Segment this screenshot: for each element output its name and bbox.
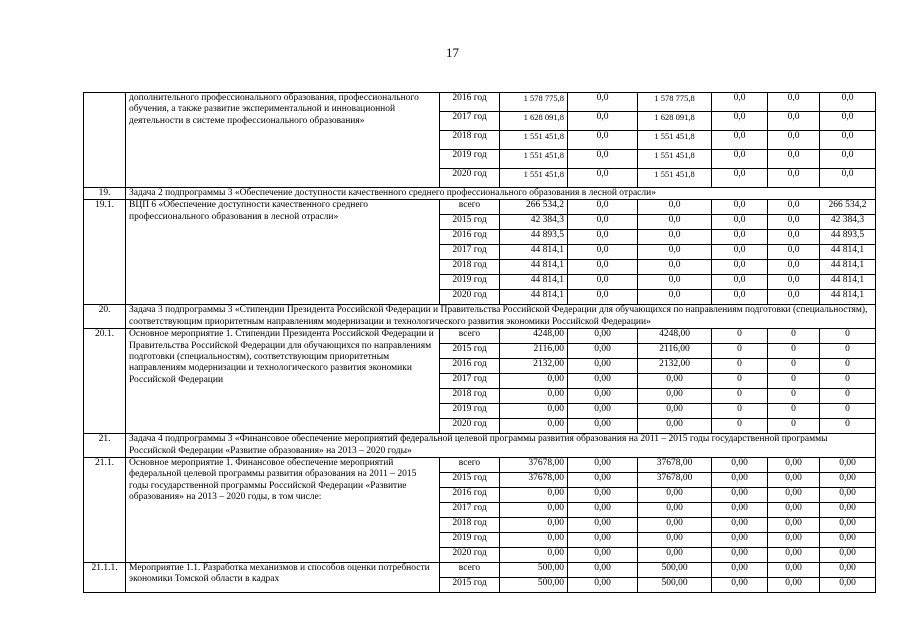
value-cell: 1 628 091,8 <box>500 112 568 131</box>
value-cell: 0,0 <box>712 93 768 112</box>
value-cell: 266 534,2 <box>820 200 876 215</box>
task-number: 20. <box>84 305 126 329</box>
value-cell: 2132,00 <box>500 359 568 374</box>
year-cell: 2018 год <box>440 517 500 532</box>
value-cell: 0,0 <box>568 275 638 290</box>
value-cell: 0,0 <box>638 275 712 290</box>
value-cell: 0,0 <box>768 215 820 230</box>
table-row <box>84 562 876 577</box>
value-cell: 0,00 <box>500 547 568 562</box>
value-cell: 44 814,1 <box>820 275 876 290</box>
budget-table <box>83 92 876 593</box>
task-title: Задача 4 подпрограммы 3 «Финансовое обеспечение мероприятий федеральной целевой программы развития образования на 2011 – 2015 годы государственной программы Российской Федерации «Развитие образования» на 2013 – 2020 годы» <box>126 434 876 458</box>
value-cell: 500,00 <box>500 577 568 592</box>
value-cell: 0,0 <box>568 245 638 260</box>
value-cell: 0,00 <box>638 547 712 562</box>
item-number: 21.1. <box>84 457 126 562</box>
year-cell: всего <box>440 329 500 344</box>
value-cell: 0,0 <box>638 215 712 230</box>
value-cell: 0,00 <box>568 577 638 592</box>
value-cell: 0,0 <box>768 93 820 112</box>
value-cell: 0,00 <box>500 532 568 547</box>
value-cell: 0,0 <box>568 169 638 188</box>
value-cell: 0 <box>820 389 876 404</box>
value-cell: 0,0 <box>768 290 820 305</box>
value-cell: 0,00 <box>568 359 638 374</box>
value-cell: 0,00 <box>712 517 768 532</box>
value-cell: 0,00 <box>568 329 638 344</box>
value-cell: 0,00 <box>568 562 638 577</box>
value-cell: 44 814,1 <box>820 245 876 260</box>
value-cell: 0,0 <box>568 290 638 305</box>
value-cell: 0,00 <box>768 547 820 562</box>
value-cell: 0 <box>820 359 876 374</box>
value-cell: 0 <box>820 419 876 434</box>
value-cell: 0,0 <box>638 200 712 215</box>
value-cell: 0,0 <box>638 230 712 245</box>
value-cell: 0,00 <box>768 562 820 577</box>
value-cell: 1 578 775,8 <box>500 93 568 112</box>
value-cell: 0,0 <box>568 260 638 275</box>
year-cell: 2017 год <box>440 112 500 131</box>
value-cell: 1 551 451,8 <box>500 150 568 169</box>
value-cell: 0,00 <box>712 487 768 502</box>
value-cell: 0,00 <box>820 487 876 502</box>
value-cell: 0,00 <box>638 404 712 419</box>
value-cell: 0,0 <box>568 93 638 112</box>
task-header-row <box>84 305 876 329</box>
value-cell: 500,00 <box>638 562 712 577</box>
value-cell: 0 <box>712 329 768 344</box>
value-cell: 0,00 <box>712 502 768 517</box>
value-cell: 0,00 <box>638 517 712 532</box>
value-cell: 37678,00 <box>638 457 712 472</box>
year-cell: 2017 год <box>440 502 500 517</box>
year-cell: 2018 год <box>440 389 500 404</box>
value-cell: 1 628 091,8 <box>638 112 712 131</box>
year-cell: 2015 год <box>440 472 500 487</box>
value-cell: 42 384,3 <box>500 215 568 230</box>
value-cell: 0,00 <box>568 374 638 389</box>
task-title: Задача 2 подпрограммы 3 «Обеспечение доступности качественного среднего профессионального образования в лесной отрасли» <box>126 188 876 200</box>
value-cell: 0,00 <box>568 502 638 517</box>
value-cell: 0,00 <box>638 487 712 502</box>
value-cell: 0,00 <box>568 457 638 472</box>
year-cell: 2016 год <box>440 230 500 245</box>
value-cell: 0,00 <box>768 487 820 502</box>
value-cell: 37678,00 <box>500 457 568 472</box>
table-row <box>84 329 876 344</box>
value-cell: 0,0 <box>568 230 638 245</box>
value-cell: 0,00 <box>638 374 712 389</box>
value-cell: 44 814,1 <box>820 290 876 305</box>
value-cell: 0,00 <box>638 502 712 517</box>
value-cell: 0,00 <box>820 547 876 562</box>
value-cell: 2116,00 <box>638 344 712 359</box>
year-cell: 2019 год <box>440 275 500 290</box>
task-number: 21. <box>84 434 126 458</box>
year-cell: 2020 год <box>440 419 500 434</box>
value-cell: 0,0 <box>820 93 876 112</box>
value-cell: 500,00 <box>500 562 568 577</box>
value-cell: 0 <box>768 329 820 344</box>
year-cell: 2015 год <box>440 344 500 359</box>
value-cell: 1 551 451,8 <box>638 131 712 150</box>
value-cell: 0,00 <box>500 419 568 434</box>
value-cell: 266 534,2 <box>500 200 568 215</box>
year-cell: 2019 год <box>440 532 500 547</box>
year-cell: всего <box>440 562 500 577</box>
value-cell: 0,0 <box>712 215 768 230</box>
year-cell: 2020 год <box>440 169 500 188</box>
value-cell: 0 <box>768 359 820 374</box>
value-cell: 4248,00 <box>500 329 568 344</box>
value-cell: 0,00 <box>568 389 638 404</box>
value-cell: 0,00 <box>500 517 568 532</box>
value-cell: 0,0 <box>712 150 768 169</box>
value-cell: 0,0 <box>712 275 768 290</box>
value-cell: 0,00 <box>568 487 638 502</box>
value-cell: 42 384,3 <box>820 215 876 230</box>
table-row <box>84 457 876 472</box>
value-cell: 0,00 <box>568 472 638 487</box>
value-cell: 0 <box>768 374 820 389</box>
value-cell: 44 893,5 <box>820 230 876 245</box>
value-cell: 0,0 <box>768 275 820 290</box>
task-number: 19. <box>84 188 126 200</box>
value-cell: 0,0 <box>712 245 768 260</box>
year-cell: 2015 год <box>440 577 500 592</box>
item-description: ВЦП 6 «Обеспечение доступности качественного среднего профессионального образования в лесной отрасли» <box>126 200 440 305</box>
year-cell: 2019 год <box>440 404 500 419</box>
value-cell: 0,00 <box>638 389 712 404</box>
value-cell: 0,00 <box>712 472 768 487</box>
year-cell: 2017 год <box>440 374 500 389</box>
item-number: 21.1.1. <box>84 562 126 592</box>
value-cell: 0,00 <box>768 577 820 592</box>
value-cell: 0,0 <box>712 230 768 245</box>
value-cell: 1 551 451,8 <box>500 131 568 150</box>
value-cell: 0 <box>820 404 876 419</box>
value-cell: 2132,00 <box>638 359 712 374</box>
task-title: Задача 3 подпрограммы 3 «Стипендии Президента Российской Федерации и Правительства Российской Федерации для обучающихся по направлениям подготовки (специальностям), соответствующим приоритетным направлениям модернизации и технологического развития экономики Российской Федерации» <box>126 305 876 329</box>
value-cell: 0,0 <box>568 112 638 131</box>
value-cell: 500,00 <box>638 577 712 592</box>
table-row <box>84 200 876 215</box>
value-cell: 0,00 <box>500 502 568 517</box>
value-cell: 0 <box>712 404 768 419</box>
value-cell: 0,0 <box>768 230 820 245</box>
value-cell: 0,0 <box>638 245 712 260</box>
value-cell: 1 551 451,8 <box>638 150 712 169</box>
value-cell: 0,00 <box>768 532 820 547</box>
value-cell: 0,0 <box>768 169 820 188</box>
value-cell: 0,0 <box>568 200 638 215</box>
item-number: 19.1. <box>84 200 126 305</box>
value-cell: 44 814,1 <box>500 245 568 260</box>
value-cell: 44 814,1 <box>820 260 876 275</box>
value-cell: 0 <box>712 359 768 374</box>
year-cell: 2017 год <box>440 245 500 260</box>
value-cell: 0,0 <box>712 131 768 150</box>
value-cell: 37678,00 <box>500 472 568 487</box>
value-cell: 0,00 <box>568 517 638 532</box>
page-number: 17 <box>446 45 459 60</box>
value-cell: 0,00 <box>768 472 820 487</box>
value-cell: 0 <box>768 389 820 404</box>
value-cell: 0,00 <box>568 532 638 547</box>
value-cell: 0,00 <box>568 419 638 434</box>
item-description: Основное мероприятие 1. Стипендии Президента Российской Федерации и Правительства Российской Федерации для обучающихся по направлениям подготовки (специальностям), соответствующим приоритетным направлениям модернизации и технологического развития экономики Российской Федерации <box>126 329 440 434</box>
value-cell: 0,0 <box>768 131 820 150</box>
value-cell: 0 <box>820 344 876 359</box>
value-cell: 0,00 <box>820 502 876 517</box>
value-cell: 0,00 <box>568 547 638 562</box>
value-cell: 0,0 <box>820 150 876 169</box>
value-cell: 1 551 451,8 <box>638 169 712 188</box>
value-cell: 0,00 <box>712 457 768 472</box>
value-cell: 0,00 <box>500 487 568 502</box>
value-cell: 0,0 <box>712 260 768 275</box>
value-cell: 0,00 <box>820 457 876 472</box>
value-cell: 0,00 <box>568 404 638 419</box>
value-cell: 0 <box>712 344 768 359</box>
value-cell: 0,00 <box>500 374 568 389</box>
value-cell: 0,0 <box>768 200 820 215</box>
year-cell: 2018 год <box>440 131 500 150</box>
item-description: Основное мероприятие 1. Финансовое обеспечение мероприятий федеральной целевой программы развития образования на 2011 – 2015 годы государственной программы Российской Федерации «Развитие образования» на 2013 – 2020 годы, в том числе: <box>126 457 440 562</box>
value-cell: 0,0 <box>712 169 768 188</box>
year-cell: 2019 год <box>440 150 500 169</box>
value-cell: 0,0 <box>638 260 712 275</box>
year-cell: 2016 год <box>440 487 500 502</box>
value-cell: 0,00 <box>768 517 820 532</box>
value-cell: 0 <box>768 344 820 359</box>
value-cell: 0,00 <box>568 344 638 359</box>
value-cell: 0 <box>820 329 876 344</box>
value-cell: 0 <box>712 419 768 434</box>
task-header-row <box>84 188 876 200</box>
value-cell: 0,00 <box>820 472 876 487</box>
value-cell: 0,0 <box>768 150 820 169</box>
value-cell: 44 814,1 <box>500 260 568 275</box>
year-cell: 2020 год <box>440 547 500 562</box>
value-cell: 0,0 <box>638 290 712 305</box>
value-cell: 0,0 <box>712 112 768 131</box>
value-cell: 0,0 <box>820 112 876 131</box>
value-cell: 0,0 <box>768 260 820 275</box>
table-row <box>84 93 876 112</box>
value-cell: 0,00 <box>500 404 568 419</box>
value-cell: 0 <box>768 404 820 419</box>
value-cell: 0,00 <box>820 577 876 592</box>
value-cell: 0,00 <box>638 532 712 547</box>
year-cell: 2020 год <box>440 290 500 305</box>
value-cell: 44 814,1 <box>500 290 568 305</box>
value-cell: 0,00 <box>712 532 768 547</box>
value-cell: 0,00 <box>712 562 768 577</box>
value-cell: 0,00 <box>820 562 876 577</box>
year-cell: 2015 год <box>440 215 500 230</box>
value-cell: 0 <box>712 374 768 389</box>
value-cell: 37678,00 <box>638 472 712 487</box>
value-cell: 0,00 <box>712 547 768 562</box>
value-cell: 1 578 775,8 <box>638 93 712 112</box>
year-cell: всего <box>440 200 500 215</box>
value-cell: 0,00 <box>712 577 768 592</box>
item-description: дополнительного профессионального образования, профессионального обучения, а также развитие экспериментальной и инновационной деятельности в системе профессионального образования» <box>126 93 440 188</box>
item-description: Мероприятие 1.1. Разработка механизмов и способов оценки потребности экономики Томской области в кадрах <box>126 562 440 592</box>
year-cell: 2016 год <box>440 359 500 374</box>
year-cell: 2016 год <box>440 93 500 112</box>
value-cell: 0,00 <box>820 517 876 532</box>
value-cell: 0,0 <box>820 131 876 150</box>
year-cell: всего <box>440 457 500 472</box>
value-cell: 0,0 <box>820 169 876 188</box>
value-cell: 1 551 451,8 <box>500 169 568 188</box>
value-cell: 0,00 <box>638 419 712 434</box>
value-cell: 0,0 <box>568 131 638 150</box>
item-number: 20.1. <box>84 329 126 434</box>
value-cell: 4248,00 <box>638 329 712 344</box>
value-cell: 0,00 <box>768 502 820 517</box>
value-cell: 0,00 <box>768 457 820 472</box>
value-cell: 0 <box>768 419 820 434</box>
value-cell: 0,0 <box>712 290 768 305</box>
value-cell: 0,00 <box>500 389 568 404</box>
value-cell: 0,0 <box>568 150 638 169</box>
value-cell: 0,0 <box>768 245 820 260</box>
year-cell: 2018 год <box>440 260 500 275</box>
item-number <box>84 93 126 188</box>
task-header-row <box>84 434 876 458</box>
value-cell: 44 814,1 <box>500 275 568 290</box>
value-cell: 0 <box>712 389 768 404</box>
value-cell: 0,0 <box>768 112 820 131</box>
value-cell: 44 893,5 <box>500 230 568 245</box>
value-cell: 0 <box>820 374 876 389</box>
value-cell: 0,0 <box>568 215 638 230</box>
value-cell: 0,0 <box>712 200 768 215</box>
value-cell: 2116,00 <box>500 344 568 359</box>
value-cell: 0,00 <box>820 532 876 547</box>
